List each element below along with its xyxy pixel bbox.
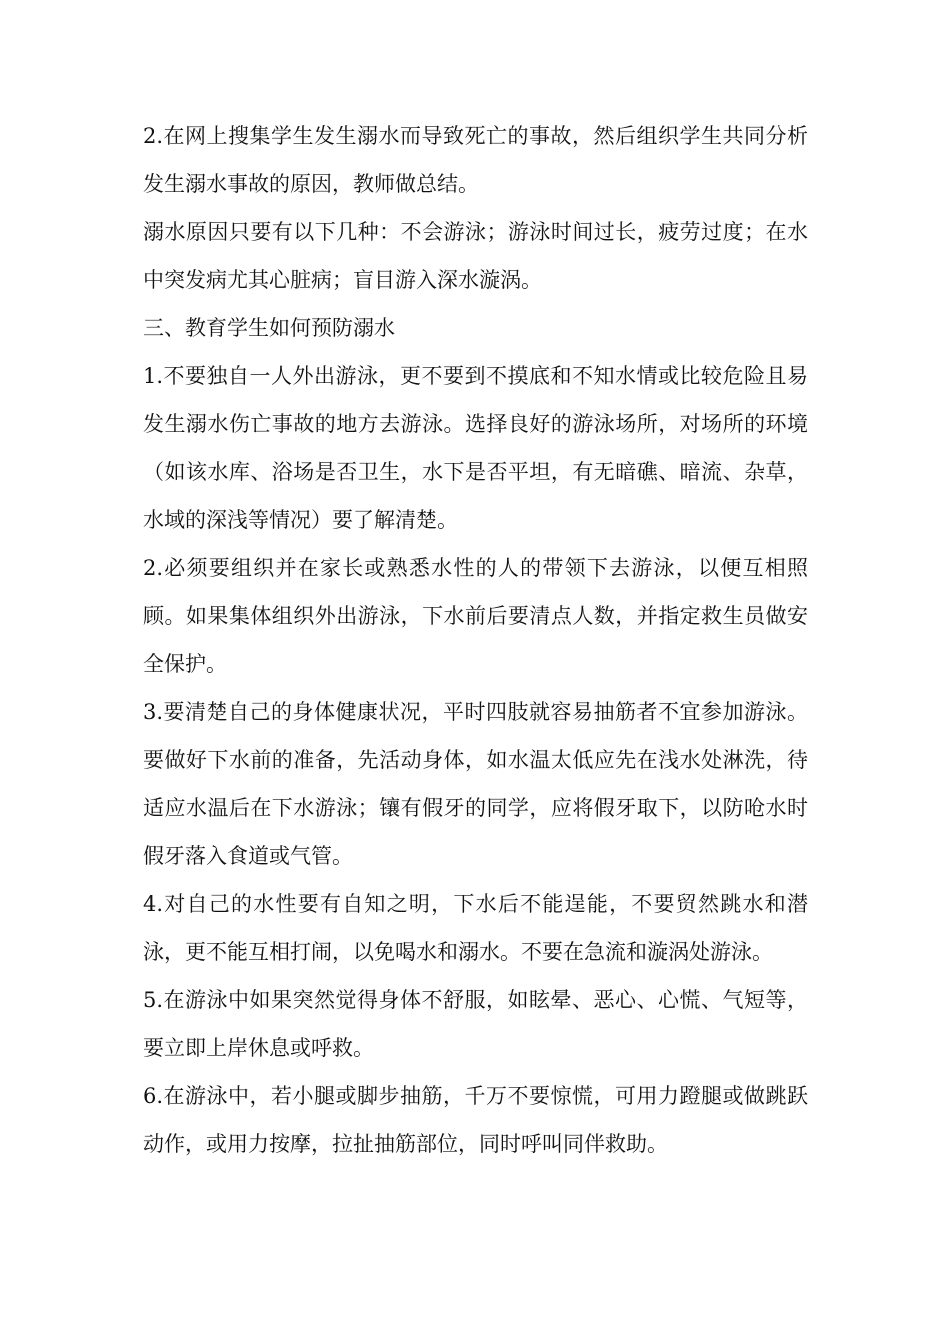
paragraph-item-2: 2.必须要组织并在家长或熟悉水性的人的带领下去游泳，以便互相照顾。如果集体组织外出游泳，下水前后要清点人数，并指定救生员做安全保护。 — [143, 556, 808, 676]
paragraph-drowning-causes: 溺水原因只要有以下几种：不会游泳；游泳时间过长，疲劳过度；在水中突发病尤其心脏病；盲目游入深水漩涡。 — [143, 220, 808, 292]
paragraph-item-4: 4.对自己的水性要有自知之明，下水后不能逞能，不要贸然跳水和潜泳，更不能互相打闹，以免喝水和溺水。不要在急流和漩涡处游泳。 — [143, 892, 808, 964]
paragraph-item-3: 3.要清楚自己的身体健康状况，平时四肢就容易抽筋者不宜参加游泳。要做好下水前的准备，先活动身体，如水温太低应先在浅水处淋洗，待适应水温后在下水游泳；镶有假牙的同学，应将假牙取下，以防呛水时假牙落入食道或气管。 — [143, 700, 808, 868]
paragraph-search-accidents: 2.在网上搜集学生发生溺水而导致死亡的事故，然后组织学生共同分析发生溺水事故的原因，教师做总结。 — [143, 124, 808, 196]
paragraph-item-5: 5.在游泳中如果突然觉得身体不舒服，如眩晕、恶心、心慌、气短等，要立即上岸休息或呼救。 — [143, 988, 808, 1060]
section-heading-prevention: 三、教育学生如何预防溺水 — [143, 316, 395, 340]
document-body — [143, 112, 808, 1168]
paragraph-item-6: 6.在游泳中，若小腿或脚步抽筋，千万不要惊慌，可用力蹬腿或做跳跃动作，或用力按摩，拉扯抽筋部位，同时呼叫同伴救助。 — [143, 1084, 808, 1156]
paragraph-item-1: 1.不要独自一人外出游泳，更不要到不摸底和不知水情或比较危险且易发生溺水伤亡事故的地方去游泳。选择良好的游泳场所，对场所的环境（如该水库、浴场是否卫生，水下是否平坦，有无暗礁、暗流、杂草，水域的深浅等情况）要了解清楚。 — [143, 364, 808, 532]
